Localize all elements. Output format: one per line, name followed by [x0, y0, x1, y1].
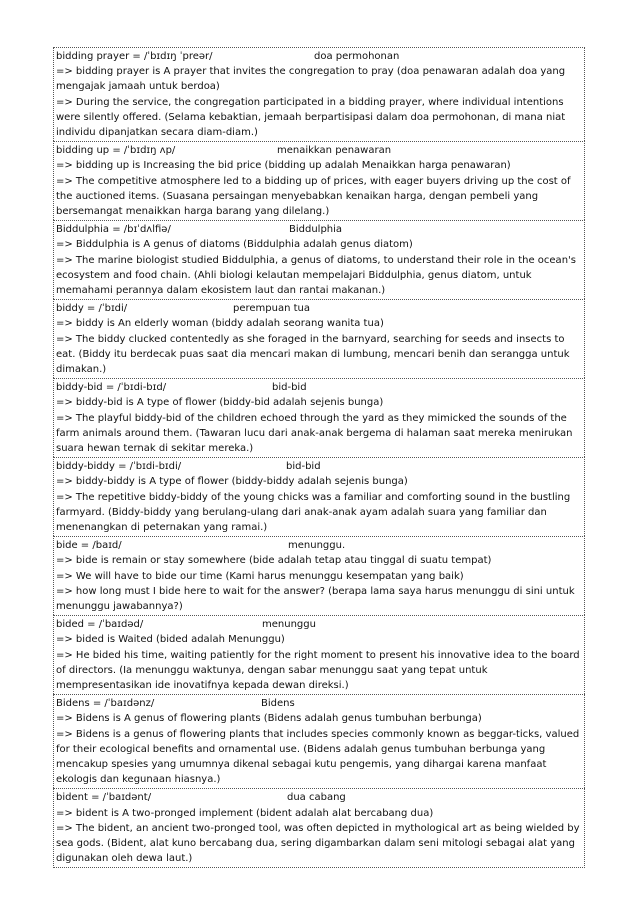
entry-example: => The marine biologist studied Biddulphia, a genus of diatoms, to understand their role in the ocean's ecosystem and food chain. (Ahli biologi kelautan mempelajari Biddulphia, genus diatom, untuk memahami perannya dalam ekosistem laut dan rantai makanan.) — [56, 254, 576, 296]
entry-definition: => bided is Waited (bided adalah Menunggu) — [56, 634, 285, 646]
entry-headline — [56, 696, 582, 711]
entry-translation: bid-bid — [286, 461, 321, 473]
entry-headline — [56, 790, 582, 805]
entry-term: Biddulphia = /bɪˈdʌlfiə/ — [56, 224, 171, 236]
dictionary-entry — [53, 536, 585, 615]
entry-translation: bid-bid — [272, 382, 307, 394]
entry-headline — [56, 301, 582, 316]
entry-example: => He bided his time, waiting patiently for the right moment to present his innovative idea to the board of directors. (Ia menunggu waktunya, dengan sabar menunggu saat yang tepat untuk mempresentasikan ide inovatifnya kepada dewan direksi.) — [56, 649, 580, 691]
entry-definition: => biddy is An elderly woman (biddy adalah seorang wanita tua) — [56, 318, 384, 330]
entry-definition: => bident is A two-pronged implement (bident adalah alat bercabang dua) — [56, 807, 434, 819]
entry-definition: => bide is remain or stay somewhere (bide adalah tetap atau tinggal di suatu tempat) — [56, 555, 492, 567]
entry-term: biddy-bid = /ˈbɪdi-bɪd/ — [56, 382, 167, 394]
entry-translation: Biddulphia — [289, 224, 343, 236]
entry-headline — [56, 459, 582, 474]
entry-term: bidding up = /ˈbɪdɪŋ ʌp/ — [56, 145, 176, 157]
entry-definition: => Bidens is A genus of flowering plants (Bidens adalah genus tumbuhan berbunga) — [56, 713, 482, 725]
entry-example: => During the service, the congregation participated in a bidding prayer, where individual intentions were silently offered. (Selama kebaktian, jemaah berpartisipasi dalam doa permohonan, di mana niat individu dipanjatkan secara diam-diam.) — [56, 96, 566, 138]
entry-example: => The playful biddy-bid of the children echoed through the yard as they mimicked the sounds of the farm animals around them. (Tawaran lucu dari anak-anak bergema di halaman saat mereka menirukan suara hewan ternak di sekitar mereka.) — [56, 412, 573, 454]
entry-headline — [56, 143, 582, 158]
entry-example: => The bident, an ancient two-pronged tool, was often depicted in mythological art as being wielded by sea gods. (Bident, alat kuno bercabang dua, sering digambarkan dalam seni mitologi sebagai alat yang digunakan oleh dewa laut.) — [56, 822, 580, 865]
dictionary-entry — [53, 141, 585, 220]
dictionary-entry — [53, 220, 585, 299]
entry-term: Bidens = /ˈbaɪdənz/ — [56, 698, 155, 710]
dictionary-entry — [53, 47, 585, 141]
dictionary-entry — [53, 457, 585, 536]
dictionary-entry — [53, 788, 585, 868]
entry-translation: menaikkan penawaran — [277, 145, 392, 157]
entry-term: biddy-biddy = /ˈbɪdi-bɪdi/ — [56, 461, 182, 473]
entry-translation: dua cabang — [287, 792, 346, 804]
entry-definition: => biddy-biddy is A type of flower (biddy-biddy adalah sejenis bunga) — [56, 476, 408, 488]
entry-headline — [56, 538, 582, 553]
entry-definition: => Biddulphia is A genus of diatoms (Biddulphia adalah genus diatom) — [56, 239, 413, 251]
entry-term: bidding prayer = /ˈbɪdɪŋ ˈpreər/ — [56, 51, 213, 62]
entry-translation: doa permohonan — [314, 51, 400, 62]
dictionary-entry — [53, 299, 585, 378]
entry-example: => The repetitive biddy-biddy of the young chicks was a familiar and comforting sound in the bustling farmyard. (Biddy-biddy yang berulang-ulang dari anak-anak ayam adalah suara yang familiar dan menenangkan di peternakan yang ramai.) — [56, 491, 571, 533]
entry-example: => Bidens is a genus of flowering plants that includes species commonly known as beggar-ticks, valued for their ecological benefits and ornamental use. (Bidens adalah genus tumbuhan berbunga yang mencakup spesies yang umumnya dikenal sebagai kutu pengemis, yang dihargai karena manfaat ekologis dan kegunaan hiasnya.) — [56, 728, 580, 786]
entry-definition: => bidding prayer is A prayer that invites the congregation to pray (doa penawaran adalah doa yang mengajak jamaah untuk berdoa) — [56, 66, 566, 93]
entry-translation: Bidens — [261, 698, 295, 710]
entry-translation: menunggu. — [288, 540, 346, 552]
entry-term: bident = /ˈbaɪdənt/ — [56, 792, 152, 804]
entry-example: => The competitive atmosphere led to a bidding up of prices, with eager buyers driving up the cost of the auctioned items. (Suasana persaingan menyebabkan kenaikan harga, dengan pembeli yang bersemangat menaikkan harga barang yang dilelang.) — [56, 175, 571, 217]
entry-headline — [56, 222, 582, 237]
entry-definition: => biddy-bid is A type of flower (biddy-bid adalah sejenis bunga) — [56, 397, 384, 409]
entry-example: => The biddy clucked contentedly as she foraged in the barnyard, searching for seeds and insects to eat. (Biddy itu berdecak puas saat dia mencari makan di lumbung, mencari benih dan serangga untuk dimakan.) — [56, 333, 570, 375]
dictionary-entry — [53, 694, 585, 788]
entry-headline — [56, 380, 582, 395]
entry-term: biddy = /ˈbɪdi/ — [56, 303, 128, 315]
entry-example: => how long must I bide here to wait for the answer? (berapa lama saya harus menunggu di sini untuk menunggu jawabannya?) — [56, 585, 575, 612]
entry-headline — [56, 49, 582, 64]
dictionary-entry — [53, 378, 585, 457]
dictionary-page — [53, 47, 585, 868]
entry-definition: => bidding up is Increasing the bid price (bidding up adalah Menaikkan harga penawaran) — [56, 160, 511, 172]
entry-translation: perempuan tua — [233, 303, 311, 315]
entry-term: bide = /baɪd/ — [56, 540, 122, 552]
entry-headline — [56, 617, 582, 632]
entry-translation: menunggu — [262, 619, 316, 631]
entry-example: => We will have to bide our time (Kami harus menunggu kesempatan yang baik) — [56, 570, 464, 582]
dictionary-entry — [53, 615, 585, 694]
entry-term: bided = /ˈbaɪdəd/ — [56, 619, 144, 631]
